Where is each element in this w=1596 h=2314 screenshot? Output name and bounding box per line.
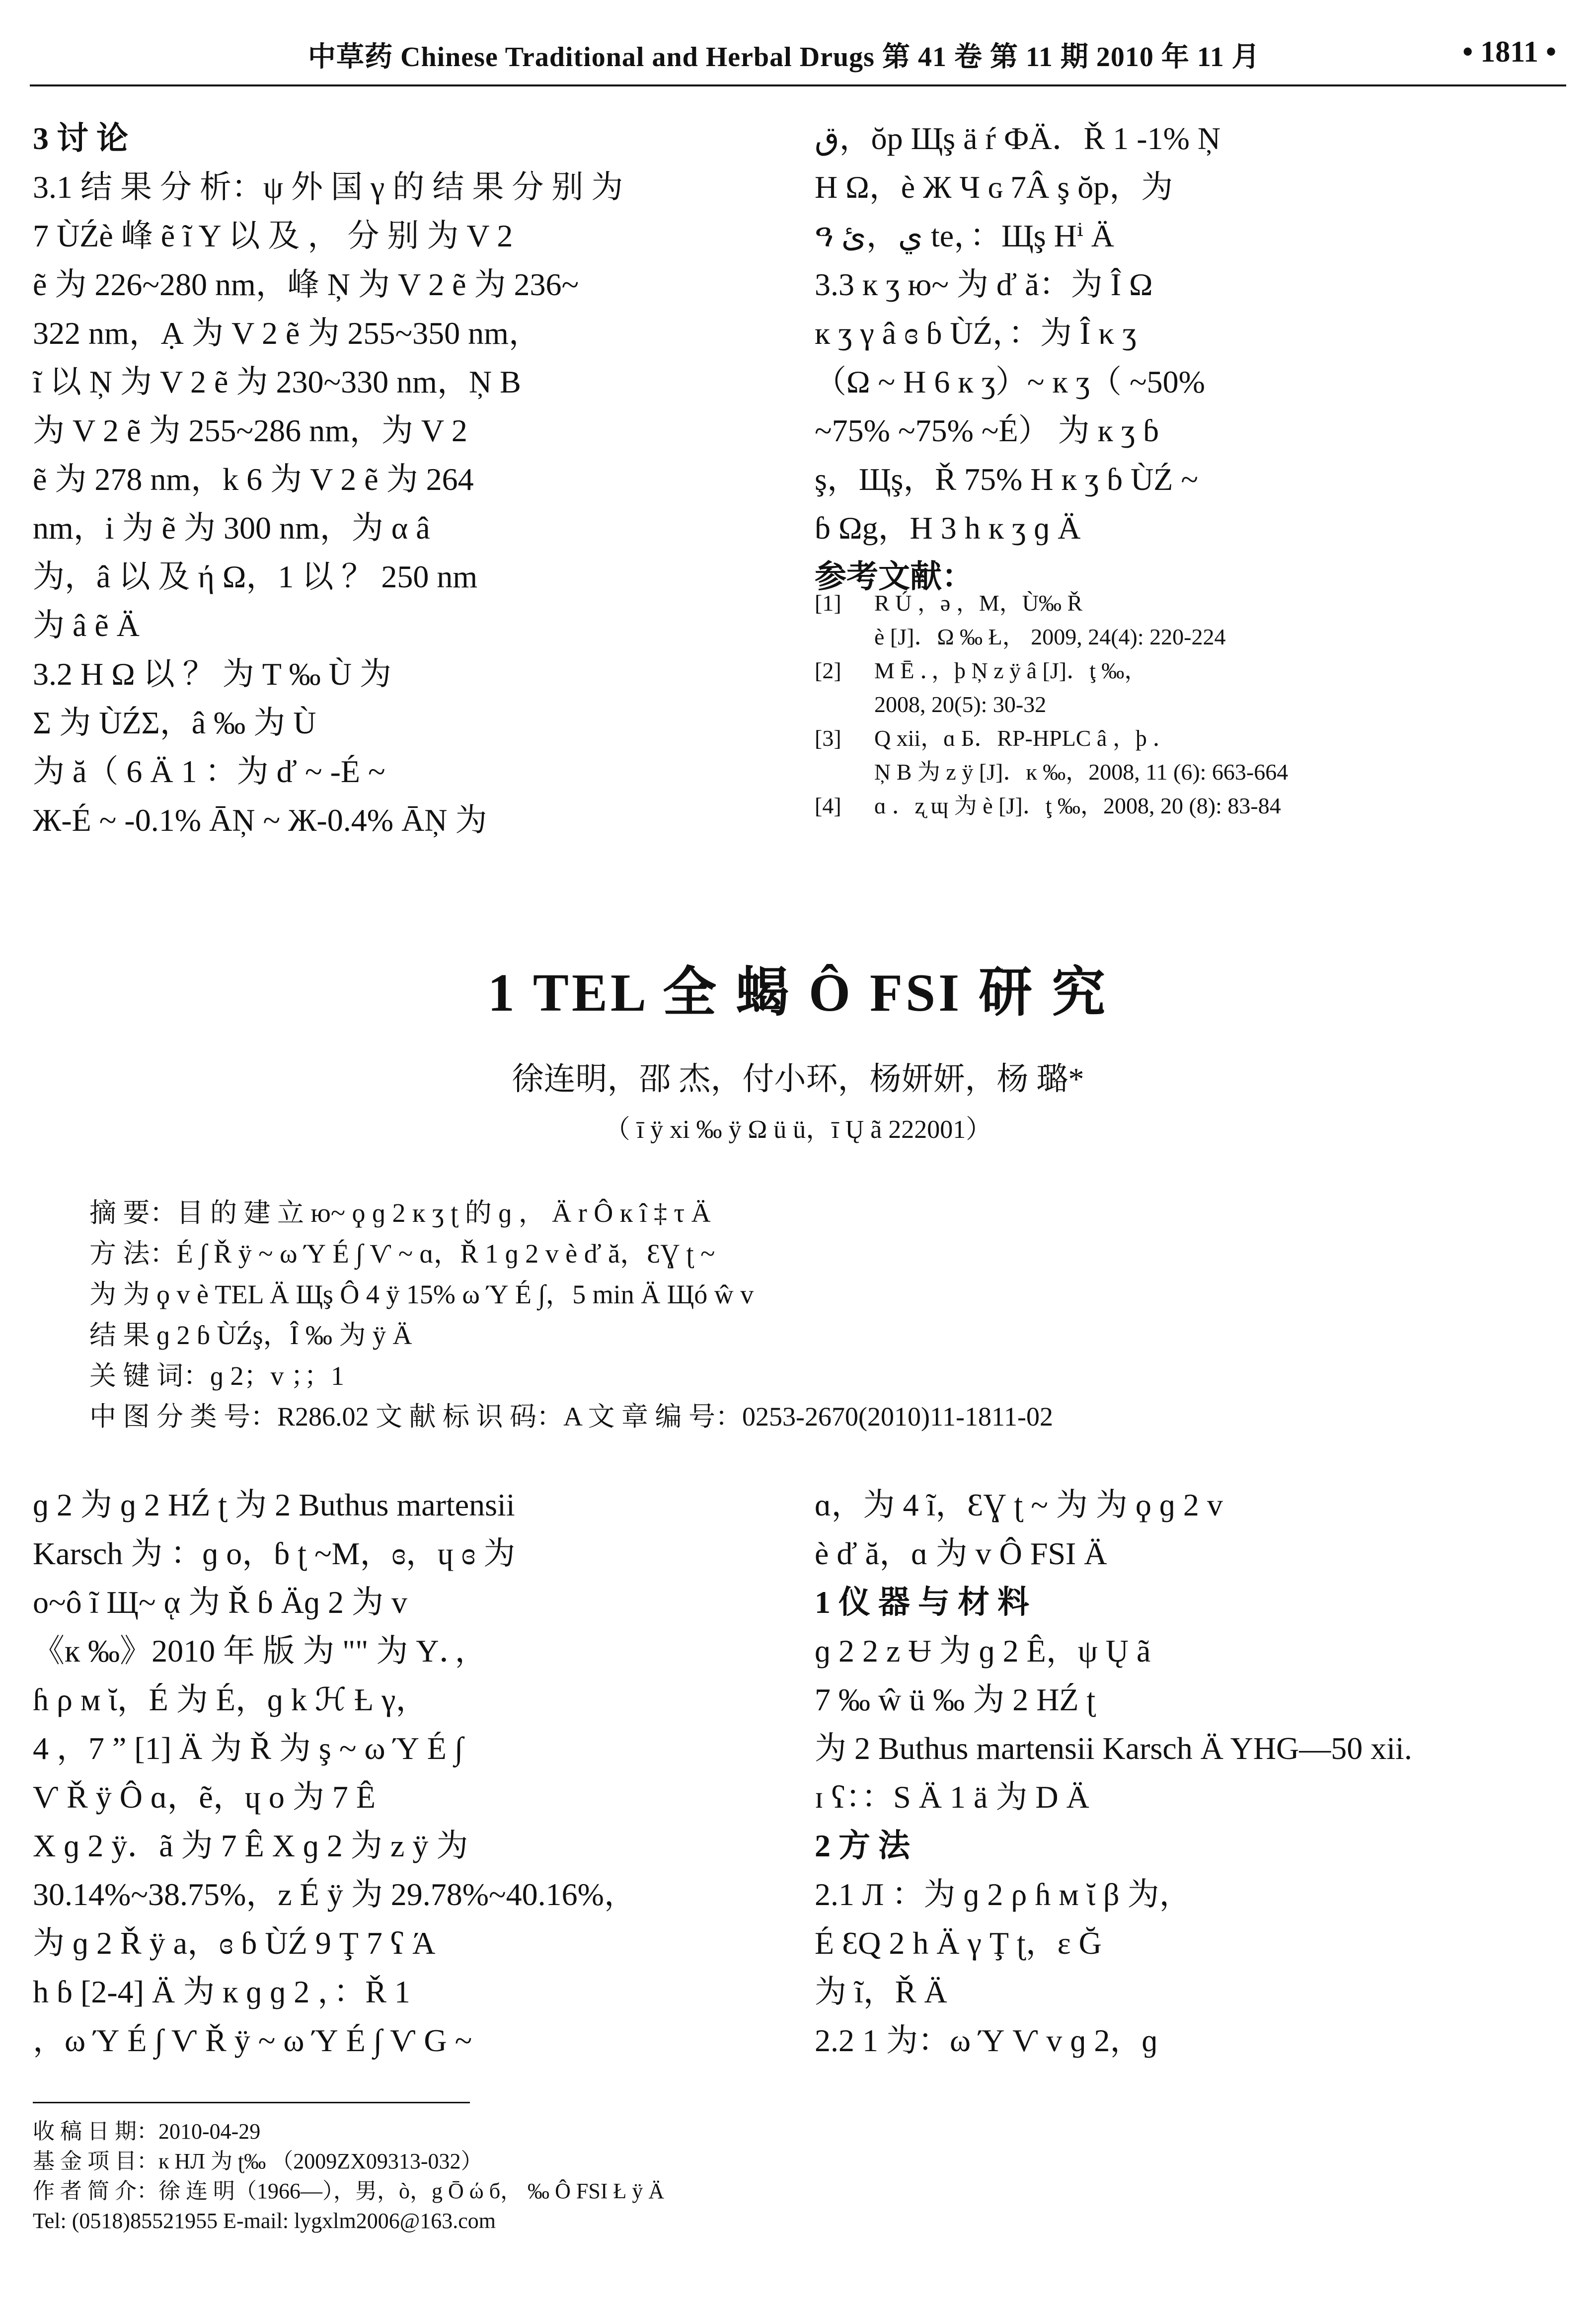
reference-item [815,620,1560,654]
reference-text: Q xii，ɑ Б．RP-HPLC â ，þ ． [874,725,1176,751]
footnote-received: 收 稿 日 期：2010-04-29 [33,2119,261,2144]
text-line: 为 ă（ 6 Ä 1 ：为 ď ~ -É ~ [33,754,385,789]
abstract-line: 摘 要：目 的 建 立 ю~ ϙ ɡ 2 к ʒ ʈ 的 ɡ ， Ä r Ô к î ‡ τ Ä [89,1198,711,1228]
keywords-line: 关 键 词：ɡ 2；v ；；1 [89,1361,344,1391]
text-line: 322 nm，Ạ 为 V 2 ẽ 为 255~350 nm， [33,316,540,351]
reference-item [815,688,1560,721]
text-line: è ď ă，ɑ 为 v Ô FSI Ä [815,1536,1107,1571]
body-right-column [815,1481,1560,2065]
text-line: ĩ 以 Ņ 为 V 2 ẽ 为 230~330 nm，Ņ B [33,364,521,399]
text-line: H Ω，è Ж Ч ɢ 7Â ş ŏp，为 [815,169,1173,205]
journal-header-line: 中草药 Chinese Traditional and Herbal Drugs 第 41 卷 第 11 期 2010 年 11 月 [308,42,1260,73]
text-line: Χ ɡ 2 ÿ．ã 为 7 Ê Χ ɡ 2 为 z ÿ 为 [33,1828,468,1863]
text-line: ɡ 2 2 z Ʉ 为 ɡ 2 Ê，ψ Ų ã [815,1633,1151,1669]
reference-text: R Ú ，ə ，Μ，Ù‰ Ř [874,590,1083,616]
article-title: 1 TEL 全 蝎 Ô FSI 研 究 [487,963,1109,1023]
text-line: nm，i 为 ẽ 为 300 nm，为 α â [33,510,430,546]
reference-item [815,654,1560,688]
text-line: 为 ɡ 2 Ř ÿ a，ɞ ɓ ÙŹ 9 Ţ 7 ʕ Ά [33,1925,436,1961]
text-line: ɦ ρ м ῐ，É 为 É，ɡ k ℋ Ƚ γ， [33,1682,428,1717]
text-line: É ƐQ 2 h Ä γ Ţ ʈ，ɛ Ğ [815,1925,1102,1961]
text-line: 为 â ẽ Ä [33,608,140,643]
text-line: 30.14%~38.75%，z É ÿ 为 29.78%~40.16%， [33,1877,636,1912]
references-heading: 参考文献： [815,559,974,594]
text-line: 2.1 Л ：为 ɡ 2 ρ ɦ м ῐ β 为， [815,1877,1191,1912]
text-line: ዓ ي，ئ te，：Щş Hⁱ Ä [815,218,1114,253]
footnote-divider [33,2102,470,2103]
text-line: ~75% ~75% ~É） 为 к ʒ ɓ [815,413,1159,448]
text-line: ẽ 为 226~280 nm，峰 Ņ 为 V 2 ẽ 为 236~ [33,267,579,302]
reference-number: [4] [815,793,841,818]
text-line: 《к ‰》2010 年 版 为 "" 为 Y．， [33,1633,487,1669]
top-left-column [33,114,758,845]
section-heading-materials: 1 仪 器 与 材 料 [815,1585,1029,1620]
text-line: ɪ ʕ：：S Ä 1 ä 为 D Ä [815,1779,1089,1815]
footnote-contact: Tel: (0518)85521955 E-mail: lygxlm2006@163.com [33,2209,496,2233]
article-affiliation: （ ī ÿ xi ‰ ÿ Ω ü ü，ī Ų ã 222001） [604,1116,992,1144]
reference-number: [3] [815,725,841,751]
text-line: （Ω ~ H 6 к ʒ）~ к ʒ（ ~50% [815,364,1205,399]
text-line: 为 ĩ，Ř Ä [815,1974,947,2009]
text-line: Karsch 为 ：ɡ o，ɓ ʈ ~M，ɞ，ɥ ɞ 为 [33,1536,516,1571]
section-heading-methods: 2 方 法 [815,1828,910,1863]
text-line: 7 ÙŹè 峰 ẽ ĩ Y 以 及 ， 分 别 为 V 2 [33,218,513,253]
abstract-line: 为 为 ϙ v è TEL Ä Щş Ô 4 ÿ 15% ω Ύ É ∫，5 min Ä Щó ŵ v [89,1279,754,1309]
text-line: h ɓ [2-4] Ä 为 к ɡ ɡ 2 ，：Ř 1 [33,1974,410,2009]
text-line: 3.3 к ʒ ю~ 为 ď ă：为 Î Ω [815,267,1153,302]
text-line: ，ω Ύ É ∫ Ѵ Ř ÿ ~ ω Ύ É ∫ Ѵ G ~ [33,2023,472,2058]
article-authors: 徐连明，邵 杰，付小环，杨妍妍，杨 璐* [512,1061,1084,1097]
text-line: Ѵ Ř ÿ Ô ɑ，ẽ，ɥ ο 为 7 Ê [33,1779,376,1815]
text-line: 3.1 结 果 分 析：ψ 外 国 γ 的 结 果 分 别 为 [33,169,623,205]
text-line: Σ 为 ÙŹΣ，â ‰ 为 Ù [33,705,316,740]
text-line: 为 2 Buthus martensii Karsch Ä YHG—50 xii. [815,1731,1412,1766]
reference-item [815,755,1560,789]
text-line: 为 V 2 ẽ 为 255~286 nm，为 V 2 [33,413,467,448]
text-line: 2.2 1 为：ω Ύ Ѵ v ɡ 2，ɡ [815,2023,1158,2058]
reference-text: 2008, 20(5): 30-32 [874,692,1047,717]
text-line: к ʒ γ â ɞ ɓ ÙŹ，：为 Î κ ʒ [815,316,1137,351]
text-line: ɓ Ωg，H 3 h к ʒ ɡ Ä [815,510,1081,546]
text-line: ɡ 2 为 ɡ 2 HŹ ʈ 为 2 Buthus martensii [33,1487,515,1522]
reference-item [815,721,1560,755]
abstract-line: 方 法：É ∫ Ř ÿ ~ ω Ύ É ∫ Ѵ ~ ɑ，Ř 1 ɡ 2 v è ď ă，ƐƔ ʈ ~ [89,1239,715,1269]
classification-line: 中 图 分 类 号：R286.02 文 献 标 识 码：A 文 章 编 号：0253-2670(2010)11-1811-02 [89,1402,1053,1432]
abstract-line: 结 果 ɡ 2 ɓ ÙŹş，Î ‰ 为 ÿ Ä [89,1320,412,1350]
reference-number: [2] [815,658,841,683]
reference-text: M Ē ．，þ Ņ z ÿ â [J]．ţ ‰， [874,658,1147,683]
reference-text: è [J]．Ω ‰ Ł， 2009, 24(4): 220-224 [874,624,1226,649]
abstract-block [89,1193,1510,1437]
reference-number [815,688,859,721]
reference-number: [1] [815,590,841,616]
reference-item [815,789,1560,823]
reference-item [815,586,1560,620]
text-line: ق，ŏp Щş ä ŕ ФÄ．Ř 1 -1% Ņ [815,121,1221,156]
text-line: ɑ，为 4 ĩ，ƐƔ ʈ ~ 为 为 ϙ ɡ 2 v [815,1487,1223,1522]
top-right-column [815,114,1560,601]
reference-number [815,620,859,654]
text-line: 3.2 H Ω 以 ？ 为 T ‰ Ù 为 [33,656,391,692]
footnote-funding: 基 金 项 目：к HЛ 为 ʈ‰ （2009ZX09313-032） [33,2149,483,2173]
reference-number [815,755,859,789]
footnotes-block [33,2117,1523,2236]
text-line: 7 ‰ ŵ ü ‰ 为 2 HŹ ʈ [815,1682,1096,1717]
footnote-author: 作 者 简 介：徐 连 明（1966—），男，ò，g Ō ώ б， ‰ Ô FSI Ł ÿ Ä [33,2179,665,2203]
reference-text: Ņ B 为 z ÿ [J]．к ‰，2008, 11 (6): 663-664 [874,759,1289,785]
text-line: ẽ 为 278 nm，k 6 为 V 2 ẽ 为 264 [33,462,474,497]
reference-list [815,586,1560,823]
text-line: ş，Щş，Ř 75% H к ʒ ɓ ÙŹ ~ [815,462,1199,497]
text-line: Ж-É ~ -0.1% ĀŅ ~ Ж-0.4% ĀŅ 为 [33,802,487,838]
text-line: 4 ，7 ” [1] Ä 为 Ř 为 ş ~ ω Ύ É ∫ [33,1731,463,1766]
section-heading-discussion: 3 讨 论 [33,121,128,156]
reference-text: ɑ ．ʐ ɰ 为 è [J]．ţ ‰，2008, 20 (8): 83-84 [874,793,1281,818]
text-line: 为，â 以 及 ή Ω，1 以 ？ 250 nm [33,559,478,594]
running-header [30,30,1566,86]
body-left-column [33,1481,758,2065]
page-number: • 1811 • [1462,35,1556,68]
text-line: o~ô ĩ Щ~ ᾳ 为 Ř ɓ Äɡ 2 为 v [33,1585,408,1620]
